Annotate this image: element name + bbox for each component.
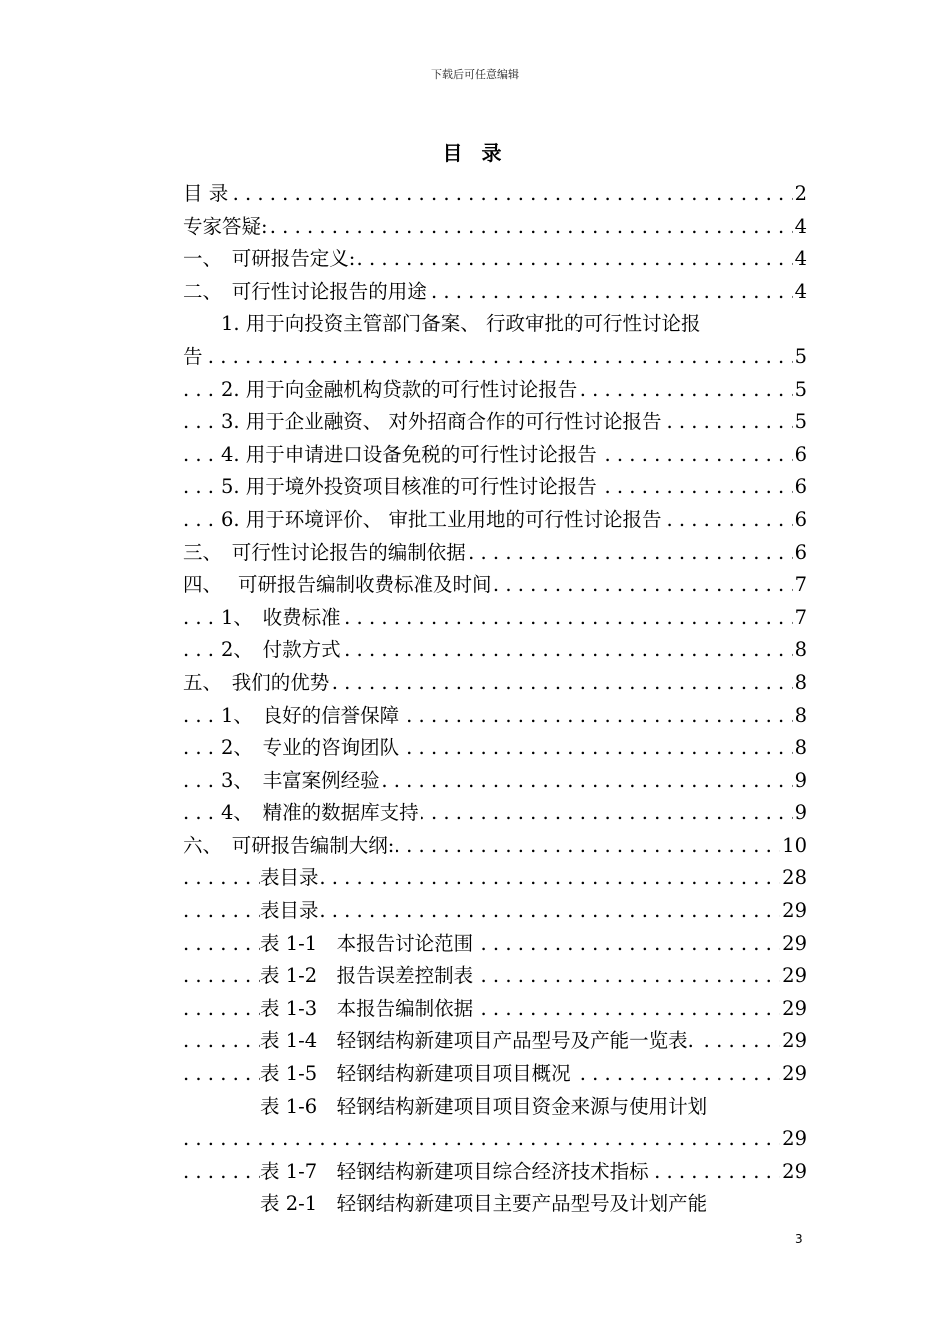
toc-entry-label: 4、 精准的数据库支持	[221, 797, 421, 830]
toc-entry-label: 4. 用于申请进口设备免税的可行性讨论报告	[221, 439, 599, 472]
toc-entry[interactable]	[183, 537, 807, 570]
toc-entry-page: 29	[780, 1156, 807, 1189]
toc-entry[interactable]	[183, 602, 807, 635]
toc-leader-dots	[183, 341, 807, 374]
toc-entry-label: 1、 收费标准	[221, 602, 343, 635]
toc-entry-page: 29	[780, 1058, 807, 1091]
toc-entry-label: 目 录	[183, 178, 230, 211]
toc-entry-page: 9	[793, 797, 807, 830]
toc-entry-page: 8	[793, 700, 807, 733]
toc-entry[interactable]	[183, 1058, 807, 1091]
toc-entry[interactable]	[183, 1123, 807, 1156]
toc-entry-label: 表目录	[260, 895, 321, 928]
toc-entry-label: 5. 用于境外投资项目核准的可行性讨论报告	[221, 471, 599, 504]
toc-entry-page: 8	[793, 667, 807, 700]
toc-entry-label: 表 1-1 本报告讨论范围	[260, 928, 475, 961]
toc-entry-page: 4	[793, 276, 807, 309]
toc-entry[interactable]	[183, 700, 807, 733]
toc-entry-label: 三、 可行性讨论报告的编制依据	[183, 537, 468, 570]
toc-entry[interactable]	[183, 276, 807, 309]
toc-entry-label: 2、 专业的咨询团队	[221, 732, 401, 765]
toc-entry[interactable]	[183, 993, 807, 1026]
toc-entry-page: 4	[793, 211, 807, 244]
toc-entry[interactable]	[183, 830, 807, 863]
toc-entry[interactable]	[183, 439, 807, 472]
toc-entry-label: 五、 我们的优势	[183, 667, 331, 700]
toc-entry[interactable]	[183, 862, 807, 895]
toc-entry-label: 告	[183, 341, 205, 374]
toc-entry-label: 表 2-1 轻钢结构新建项目主要产品型号及计划产能	[260, 1192, 708, 1216]
toc-leader-dots	[183, 211, 807, 244]
toc-entry[interactable]	[183, 1025, 807, 1058]
toc-entry-page: 4	[793, 243, 807, 276]
toc-entry-page: 5	[793, 374, 807, 407]
toc-entry-page: 29	[780, 993, 807, 1026]
toc-entry[interactable]	[183, 765, 807, 798]
toc-entry[interactable]	[183, 243, 807, 276]
page-title: 目 录	[442, 141, 508, 165]
toc-entry[interactable]	[183, 960, 807, 993]
toc-entry-page: 6	[793, 504, 807, 537]
toc-entry[interactable]	[183, 471, 807, 504]
toc-entry[interactable]	[183, 1188, 807, 1221]
toc-entry-label: 表 1-2 报告误差控制表	[260, 960, 475, 993]
toc-list	[183, 178, 807, 1221]
toc-entry[interactable]	[183, 797, 807, 830]
toc-entry-label: 一、 可研报告定义:	[183, 243, 357, 276]
toc-entry[interactable]	[183, 634, 807, 667]
toc-entry-page: 5	[793, 341, 807, 374]
toc-entry[interactable]	[183, 211, 807, 244]
toc-entry[interactable]	[183, 406, 807, 439]
toc-entry-label: 1、 良好的信誉保障	[221, 700, 401, 733]
toc-entry-page: 29	[780, 895, 807, 928]
toc-entry[interactable]	[183, 178, 807, 211]
toc-entry-label: 3. 用于企业融资、 对外招商合作的可行性讨论报告	[221, 406, 664, 439]
toc-entry-page: 6	[793, 471, 807, 504]
toc-entry-label: 二、 可行性讨论报告的用途	[183, 276, 429, 309]
toc-entry-page: 2	[793, 178, 807, 211]
toc-entry-page: 29	[780, 960, 807, 993]
page-header: 下载后可任意编辑	[431, 68, 519, 81]
toc-entry-page: 6	[793, 439, 807, 472]
toc-leader-dots	[183, 1123, 807, 1156]
toc-entry-page: 28	[780, 862, 807, 895]
toc-entry-label: 6. 用于环境评价、 审批工业用地的可行性讨论报告	[221, 504, 664, 537]
toc-entry[interactable]	[183, 504, 807, 537]
toc-entry-label: 表 1-6 轻钢结构新建项目项目资金来源与使用计划	[260, 1094, 708, 1118]
toc-entry-page: 29	[780, 928, 807, 961]
page-number: 3	[795, 1232, 803, 1246]
toc-entry-label: 表 1-5 轻钢结构新建项目项目概况	[260, 1058, 573, 1091]
toc-entry[interactable]	[183, 374, 807, 407]
toc-entry[interactable]	[183, 569, 807, 602]
toc-entry-label: 1. 用于向投资主管部门备案、 行政审批的可行性讨论报	[221, 312, 701, 336]
toc-entry-page: 29	[780, 1123, 807, 1156]
toc-entry[interactable]	[183, 308, 807, 341]
toc-entry-label: 四、 可研报告编制收费标准及时间	[183, 569, 493, 602]
toc-entry-label: 3、 丰富案例经验	[221, 765, 382, 798]
toc-entry-page: 8	[793, 732, 807, 765]
toc-entry-label: 表目录	[260, 862, 321, 895]
toc-leader-dots	[183, 178, 807, 211]
toc-entry-label: 2、 付款方式	[221, 634, 343, 667]
toc-entry-page: 7	[793, 602, 807, 635]
toc-entry-page: 29	[780, 1025, 807, 1058]
toc-entry-page: 5	[793, 406, 807, 439]
toc-entry-label: 表 1-3 本报告编制依据	[260, 993, 475, 1026]
toc-entry-label: 表 1-4 轻钢结构新建项目产品型号及产能一览表.	[260, 1025, 696, 1058]
toc-entry-label: 专家答疑:	[183, 211, 270, 244]
toc-entry[interactable]	[183, 732, 807, 765]
toc-entry-page: 8	[793, 634, 807, 667]
toc-entry-page: 7	[793, 569, 807, 602]
toc-entry[interactable]	[183, 1091, 807, 1124]
toc-entry-label: 2. 用于向金融机构贷款的可行性讨论报告	[221, 374, 579, 407]
toc-entry[interactable]	[183, 928, 807, 961]
toc-entry-label: 表 1-7 轻钢结构新建项目综合经济技术指标	[260, 1156, 651, 1189]
table-of-contents	[183, 178, 807, 1221]
toc-entry[interactable]	[183, 341, 807, 374]
toc-entry[interactable]	[183, 667, 807, 700]
toc-entry[interactable]	[183, 1156, 807, 1189]
toc-entry-page: 6	[793, 537, 807, 570]
toc-entry[interactable]	[183, 895, 807, 928]
toc-entry-page: 10	[780, 830, 807, 863]
toc-entry-page: 9	[793, 765, 807, 798]
toc-entry-label: 六、 可研报告编制大纲:	[183, 830, 396, 863]
